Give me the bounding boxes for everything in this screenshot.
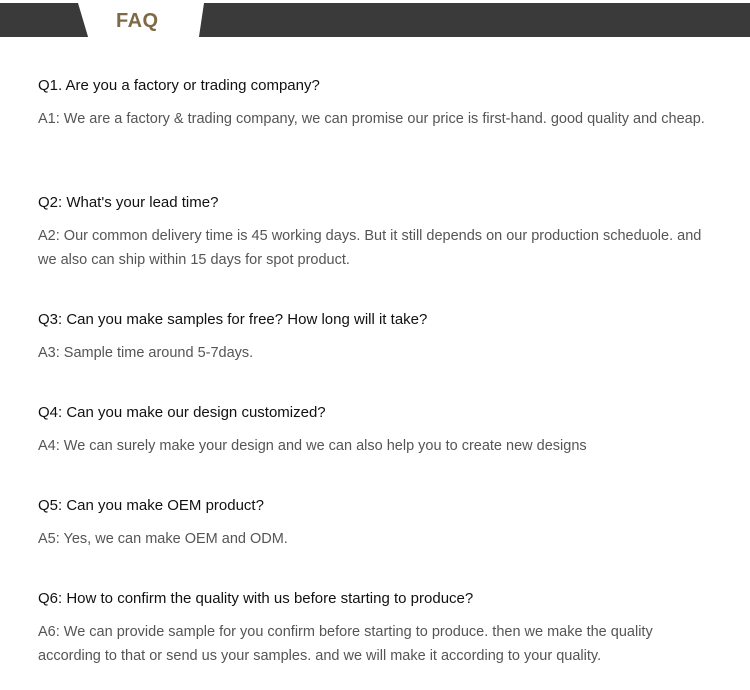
faq-answer-5: A5: Yes, we can make OEM and ODM. bbox=[38, 531, 288, 547]
faq-item-5 bbox=[38, 496, 708, 551]
faq-question-4: Q4: Can you make our design customized? bbox=[38, 404, 326, 421]
faq-answer-4: A4: We can surely make your design and we can also help you to create new designs bbox=[38, 438, 587, 454]
faq-item-1 bbox=[38, 76, 708, 131]
faq-item-3 bbox=[38, 310, 708, 365]
faq-question-3: Q3: Can you make samples for free? How long will it take? bbox=[38, 311, 428, 328]
page-title: FAQ bbox=[116, 10, 159, 32]
faq-item-2 bbox=[38, 193, 708, 272]
faq-question-6: Q6: How to confirm the quality with us before starting to produce? bbox=[38, 590, 474, 607]
faq-question-1: Q1. Are you a factory or trading company? bbox=[38, 77, 320, 94]
faq-answer-1: A1: We are a factory & trading company, we can promise our price is first-hand. good quality and cheap. bbox=[38, 111, 705, 127]
faq-answer-6: A6: We can provide sample for you confirm before starting to produce. then we make the quality according to that or send us your samples. and we will make it according to your quality. bbox=[38, 624, 653, 664]
faq-item-6 bbox=[38, 589, 708, 668]
faq-answer-3: A3: Sample time around 5-7days. bbox=[38, 345, 254, 361]
faq-question-5: Q5: Can you make OEM product? bbox=[38, 497, 264, 514]
faq-item-4 bbox=[38, 403, 708, 458]
faq-answer-2: A2: Our common delivery time is 45 working days. But it still depends on our production scheduole. and we also can ship within 15 days for spot product. bbox=[38, 228, 702, 268]
faq-question-2: Q2: What's your lead time? bbox=[38, 194, 219, 211]
